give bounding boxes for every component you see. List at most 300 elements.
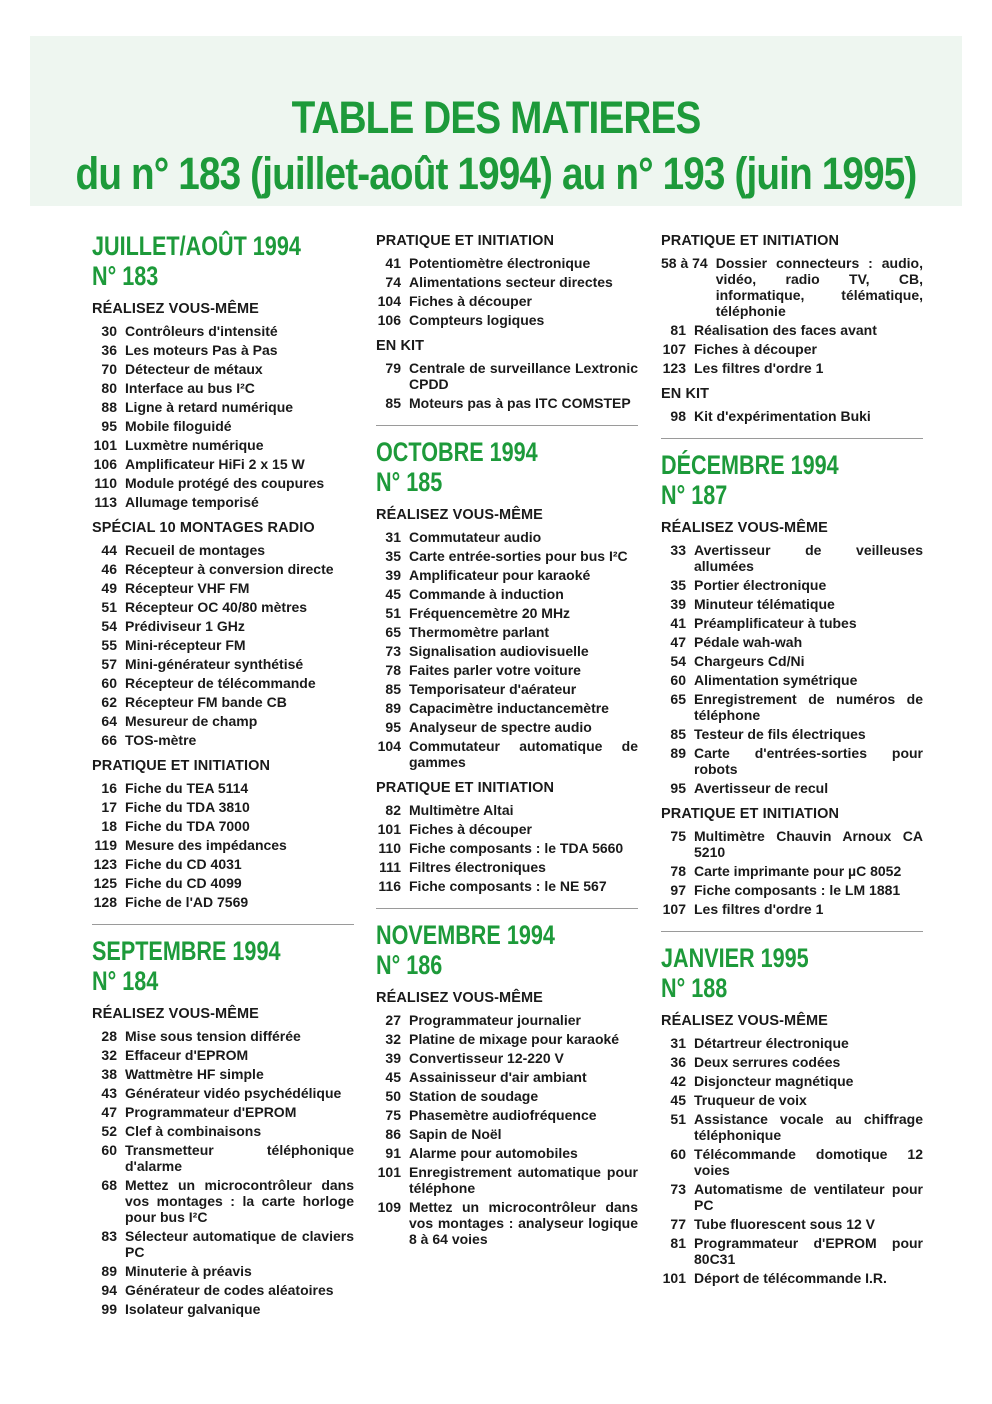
article-title: Testeur de fils électriques (694, 726, 866, 742)
article-entry (92, 599, 354, 615)
article-page: 50 (385, 1088, 401, 1104)
article-entry (92, 856, 354, 872)
article-page: 106 (377, 312, 401, 328)
article-entry (92, 1301, 354, 1317)
article-title: Amplificateur pour karaoké (409, 567, 591, 583)
article-entry (376, 293, 638, 309)
issue-block (92, 937, 354, 1317)
article-title: Effaceur d'EPROM (125, 1047, 249, 1063)
section-divider (661, 931, 923, 932)
article-page: 75 (385, 1107, 401, 1123)
section-title: PRATIQUE ET INITIATION (661, 806, 840, 822)
article-entry (92, 732, 354, 748)
section-divider (661, 438, 923, 439)
article-page: 95 (101, 418, 117, 434)
article-title: Disjoncteur magnétique (694, 1073, 854, 1089)
section-title: RÉALISEZ VOUS-MÊME (661, 520, 828, 536)
article-page: 104 (377, 738, 401, 754)
article-page: 32 (101, 1047, 117, 1063)
issue-block (92, 232, 354, 910)
article-page: 113 (94, 494, 117, 510)
article-entry (661, 672, 923, 688)
article-page: 54 (670, 653, 686, 669)
article-title: Générateur de codes aléatoires (125, 1282, 334, 1298)
article-entry (376, 395, 638, 411)
article-page: 79 (385, 360, 401, 376)
article-page: 18 (101, 818, 117, 834)
article-entry (376, 255, 638, 271)
article-page: 45 (385, 1069, 401, 1085)
article-entry (92, 780, 354, 796)
article-entry (661, 1181, 923, 1213)
article-page: 38 (101, 1066, 117, 1082)
issue-number: N° 187 (661, 480, 728, 510)
article-entry (376, 605, 638, 621)
article-list (376, 1012, 638, 1247)
issue-number: N° 185 (376, 467, 443, 497)
article-page: 32 (385, 1031, 401, 1047)
article-title: Fiches à découper (409, 293, 532, 309)
article-entry (92, 694, 354, 710)
article-entry (376, 821, 638, 837)
section-divider (92, 924, 354, 925)
article-entry (92, 399, 354, 415)
section-title: RÉALISEZ VOUS-MÊME (92, 1006, 259, 1022)
article-entry (92, 799, 354, 815)
section-title: EN KIT (661, 386, 710, 402)
article-list (376, 802, 638, 894)
article-entry (92, 1142, 354, 1174)
article-entry (92, 818, 354, 834)
article-entry (92, 1263, 354, 1279)
article-title: Télécommande domotique 12 voies (694, 1146, 923, 1178)
article-entry (661, 596, 923, 612)
article-title: Module protégé des coupures (125, 475, 325, 491)
issue-block (376, 921, 638, 1247)
article-title: Analyseur de spectre audio (409, 719, 592, 735)
article-entry (376, 719, 638, 735)
article-entry (376, 624, 638, 640)
column-2 (376, 232, 638, 1250)
article-page: 45 (385, 586, 401, 602)
article-title: Interface au bus I²C (125, 380, 255, 396)
article-page: 44 (101, 542, 117, 558)
article-page: 91 (385, 1145, 401, 1161)
article-title: Enregistrement de numéros de téléphone (694, 691, 923, 723)
section-title: PRATIQUE ET INITIATION (661, 233, 840, 249)
article-page: 51 (101, 599, 117, 615)
article-entry (376, 878, 638, 894)
article-entry (92, 380, 354, 396)
article-entry (661, 1111, 923, 1143)
article-page: 52 (101, 1123, 117, 1139)
article-list (661, 408, 923, 424)
article-entry (376, 567, 638, 583)
article-title: Détartreur électronique (694, 1035, 849, 1051)
section-title: RÉALISEZ VOUS-MÊME (376, 507, 543, 523)
article-title: Fiche de l'AD 7569 (125, 894, 249, 910)
article-page: 70 (101, 361, 117, 377)
article-entry (92, 1028, 354, 1044)
article-title: Mesure des impédances (125, 837, 287, 853)
article-title: Faites parler votre voiture (409, 662, 581, 678)
article-title: Alarme pour automobiles (409, 1145, 578, 1161)
issue-block (661, 944, 923, 1286)
article-entry (661, 408, 923, 424)
article-entry (92, 418, 354, 434)
article-page: 39 (670, 596, 686, 612)
section-title: PRATIQUE ET INITIATION (376, 233, 555, 249)
column-3 (661, 232, 923, 1289)
article-title: Clef à combinaisons (125, 1123, 262, 1139)
article-entry (661, 542, 923, 574)
issue-number: N° 184 (92, 966, 159, 996)
article-entry (92, 637, 354, 653)
article-page: 89 (670, 745, 686, 761)
article-entry (92, 894, 354, 910)
article-title: Compteurs logiques (409, 312, 545, 328)
section-title: EN KIT (376, 338, 425, 354)
article-page: 74 (385, 274, 401, 290)
article-title: Fiche du TDA 7000 (125, 818, 250, 834)
article-page: 39 (385, 567, 401, 583)
article-page: 99 (101, 1301, 117, 1317)
article-title: Portier électronique (694, 577, 827, 593)
article-entry (661, 634, 923, 650)
article-page: 89 (101, 1263, 117, 1279)
section-title: RÉALISEZ VOUS-MÊME (92, 301, 259, 317)
article-title: Mini-générateur synthétisé (125, 656, 304, 672)
article-entry (92, 1282, 354, 1298)
article-list (376, 529, 638, 770)
article-page: 77 (670, 1216, 686, 1232)
article-page: 116 (378, 878, 401, 894)
article-title: Carte entrée-sorties pour bus I²C (409, 548, 628, 564)
article-title: Isolateur galvanique (125, 1301, 261, 1317)
article-entry (376, 1069, 638, 1085)
article-list (661, 542, 923, 796)
article-entry (661, 780, 923, 796)
article-entry (376, 586, 638, 602)
article-page: 42 (670, 1073, 686, 1089)
article-title: Fiches à découper (694, 341, 817, 357)
article-title: Luxmètre numérique (125, 437, 264, 453)
article-page: 123 (93, 856, 117, 872)
article-title: Avertisseur de veilleuses allumées (694, 542, 923, 574)
article-entry (376, 1088, 638, 1104)
article-entry (376, 360, 638, 392)
issue-month: OCTOBRE 1994 (376, 437, 538, 467)
article-title: Programmateur d'EPROM pour 80C31 (694, 1235, 923, 1267)
article-page: 31 (385, 529, 401, 545)
article-title: Programmateur d'EPROM (125, 1104, 297, 1120)
article-entry (661, 1035, 923, 1051)
article-page: 101 (377, 821, 401, 837)
article-page: 30 (101, 323, 117, 339)
article-title: Générateur vidéo psychédélique (125, 1085, 342, 1101)
article-page: 58 à 74 (661, 255, 708, 271)
article-page: 68 (101, 1177, 117, 1193)
article-title: Mettez un microcontrôleur dans vos montages : la carte horloge pour bus I²C (125, 1177, 354, 1225)
article-title: Préamplificateur à tubes (694, 615, 857, 631)
issue-month: JUILLET/AOÛT 1994 (92, 231, 301, 261)
article-page: 101 (93, 437, 117, 453)
issue-month: JANVIER 1995 (661, 943, 809, 973)
article-entry (376, 548, 638, 564)
article-title: Réalisation des faces avant (694, 322, 877, 338)
article-page: 78 (385, 662, 401, 678)
article-page: 81 (670, 322, 686, 338)
article-title: Contrôleurs d'intensité (125, 323, 278, 339)
article-entry (92, 561, 354, 577)
article-entry (376, 859, 638, 875)
article-title: Commutateur audio (409, 529, 542, 545)
article-page: 33 (670, 542, 686, 558)
article-entry (376, 662, 638, 678)
article-title: Alimentations secteur directes (409, 274, 613, 290)
article-title: Signalisation audiovisuelle (409, 643, 589, 659)
article-page: 17 (101, 799, 117, 815)
article-title: Récepteur VHF FM (125, 580, 250, 596)
article-entry (661, 745, 923, 777)
article-page: 106 (93, 456, 117, 472)
article-entry (92, 1047, 354, 1063)
section-title: PRATIQUE ET INITIATION (92, 758, 271, 774)
article-entry (376, 529, 638, 545)
article-title: Fiche composants : le TDA 5660 (409, 840, 624, 856)
article-title: Automatisme de ventilateur pour PC (694, 1181, 923, 1213)
article-title: Fréquencemètre 20 MHz (409, 605, 571, 621)
article-page: 73 (385, 643, 401, 659)
article-page: 36 (670, 1054, 686, 1070)
article-entry (92, 837, 354, 853)
article-title: Centrale de surveillance Lextronic CPDD (409, 360, 638, 392)
article-title: Convertisseur 12-220 V (409, 1050, 564, 1066)
article-title: Sélecteur automatique de claviers PC (125, 1228, 354, 1260)
article-title: Commutateur automatique de gammes (409, 738, 638, 770)
article-entry (376, 681, 638, 697)
article-page: 49 (101, 580, 117, 596)
article-page: 31 (670, 1035, 686, 1051)
article-entry (661, 577, 923, 593)
article-title: Fiche composants : le NE 567 (409, 878, 607, 894)
article-page: 89 (385, 700, 401, 716)
article-title: Détecteur de métaux (125, 361, 263, 377)
article-entry (376, 1199, 638, 1247)
issue-block (661, 451, 923, 917)
article-page: 107 (662, 901, 686, 917)
page-subtitle: du n° 183 (juillet-août 1994) au n° 193 (juin 1995) (75, 148, 917, 199)
article-title: Programmateur journalier (409, 1012, 581, 1028)
article-entry (92, 361, 354, 377)
article-title: Mise sous tension différée (125, 1028, 301, 1044)
article-page: 111 (379, 859, 401, 875)
article-entry (376, 1126, 638, 1142)
article-page: 83 (101, 1228, 117, 1244)
article-page: 101 (377, 1164, 401, 1180)
article-entry (661, 653, 923, 669)
article-entry (92, 542, 354, 558)
article-entry (92, 1066, 354, 1082)
article-entry (661, 1092, 923, 1108)
article-entry (661, 901, 923, 917)
article-page: 107 (662, 341, 686, 357)
article-title: Platine de mixage pour karaoké (409, 1031, 620, 1047)
article-page: 119 (94, 837, 117, 853)
article-title: Filtres électroniques (409, 859, 546, 875)
article-title: Déport de télécommande I.R. (694, 1270, 887, 1286)
article-entry (376, 840, 638, 856)
issue-month: NOVEMBRE 1994 (376, 920, 555, 950)
article-entry (661, 863, 923, 879)
article-title: Transmetteur téléphonique d'alarme (125, 1142, 354, 1174)
article-entry (661, 255, 923, 319)
article-list (92, 780, 354, 910)
article-title: Mesureur de champ (125, 713, 258, 729)
article-title: Enregistrement automatique pour téléphone (409, 1164, 638, 1196)
article-entry (92, 456, 354, 472)
section-title: SPÉCIAL 10 MONTAGES RADIO (92, 520, 315, 536)
article-page: 47 (101, 1104, 117, 1120)
article-page: 94 (101, 1282, 117, 1298)
article-title: Prédiviseur 1 GHz (125, 618, 245, 634)
article-entry (661, 1073, 923, 1089)
article-page: 128 (93, 894, 117, 910)
article-title: Amplificateur HiFi 2 x 15 W (125, 456, 305, 472)
article-page: 51 (670, 1111, 686, 1127)
article-title: Les moteurs Pas à Pas (125, 342, 278, 358)
article-list (661, 255, 923, 376)
article-page: 62 (101, 694, 117, 710)
article-page: 109 (377, 1199, 401, 1215)
article-list (92, 542, 354, 748)
article-page: 47 (670, 634, 686, 650)
article-list (661, 1035, 923, 1286)
article-title: Kit d'expérimentation Buki (694, 408, 871, 424)
article-title: Assainisseur d'air ambiant (409, 1069, 587, 1085)
article-title: Les filtres d'ordre 1 (694, 360, 824, 376)
article-title: Récepteur FM bande CB (125, 694, 287, 710)
issue-month: SEPTEMBRE 1994 (92, 936, 281, 966)
article-title: Temporisateur d'aérateur (409, 681, 577, 697)
article-title: Phasemètre audiofréquence (409, 1107, 597, 1123)
article-entry (661, 341, 923, 357)
article-entry (661, 360, 923, 376)
article-title: Minuterie à préavis (125, 1263, 252, 1279)
article-entry (92, 1104, 354, 1120)
article-page: 35 (385, 548, 401, 564)
article-entry (661, 882, 923, 898)
article-page: 81 (670, 1235, 686, 1251)
article-page: 80 (101, 380, 117, 396)
column-1 (92, 232, 354, 1320)
article-title: Allumage temporisé (125, 494, 259, 510)
section-divider (376, 908, 638, 909)
article-page: 86 (385, 1126, 401, 1142)
article-list (92, 1028, 354, 1317)
section-title: RÉALISEZ VOUS-MÊME (661, 1013, 828, 1029)
article-entry (376, 1050, 638, 1066)
article-entry (376, 312, 638, 328)
article-entry (92, 713, 354, 729)
article-title: Tube fluorescent sous 12 V (694, 1216, 876, 1232)
issue-block (376, 438, 638, 894)
article-title: Wattmètre HF simple (125, 1066, 264, 1082)
article-title: Multimètre Altai (409, 802, 514, 818)
article-page: 51 (385, 605, 401, 621)
issue-month: DÉCEMBRE 1994 (661, 450, 839, 480)
article-entry (92, 1123, 354, 1139)
article-entry (661, 1216, 923, 1232)
article-list (376, 255, 638, 328)
article-page: 16 (101, 780, 117, 796)
article-title: Moteurs pas à pas ITC COMSTEP (409, 395, 631, 411)
article-title: Recueil de montages (125, 542, 266, 558)
article-title: TOS-mètre (125, 732, 197, 748)
article-entry (376, 1145, 638, 1161)
article-title: Fiche du TEA 5114 (125, 780, 249, 796)
page-title: TABLE DES MATIERES (291, 92, 701, 143)
article-entry (376, 1012, 638, 1028)
article-entry (92, 1228, 354, 1260)
article-page: 65 (385, 624, 401, 640)
article-title: Récepteur à conversion directe (125, 561, 334, 577)
article-entry (661, 726, 923, 742)
article-entry (661, 1270, 923, 1286)
article-page: 46 (101, 561, 117, 577)
article-title: Mini-récepteur FM (125, 637, 246, 653)
article-entry (92, 580, 354, 596)
article-entry (376, 1107, 638, 1123)
article-page: 97 (670, 882, 686, 898)
article-page: 55 (101, 637, 117, 653)
article-entry (92, 675, 354, 691)
article-entry (376, 643, 638, 659)
article-page: 60 (670, 1146, 686, 1162)
issue-number: N° 183 (92, 261, 159, 291)
article-title: Mettez un microcontrôleur dans vos montages : analyseur logique 8 à 64 voies (409, 1199, 638, 1247)
article-title: Mobile filoguidé (125, 418, 232, 434)
article-page: 45 (670, 1092, 686, 1108)
article-title: Potentiomètre électronique (409, 255, 591, 271)
article-title: Fiches à découper (409, 821, 532, 837)
article-entry (92, 1085, 354, 1101)
article-entry (92, 437, 354, 453)
article-title: Alimentation symétrique (694, 672, 858, 688)
article-entry (661, 322, 923, 338)
article-title: Récepteur de télécommande (125, 675, 316, 691)
article-title: Thermomètre parlant (409, 624, 550, 640)
article-page: 82 (385, 802, 401, 818)
article-entry (376, 738, 638, 770)
article-entry (376, 802, 638, 818)
article-page: 60 (670, 672, 686, 688)
article-title: Minuteur télématique (694, 596, 835, 612)
article-title: Récepteur OC 40/80 mètres (125, 599, 308, 615)
article-title: Station de soudage (409, 1088, 539, 1104)
article-page: 110 (94, 475, 117, 491)
article-page: 125 (93, 875, 117, 891)
article-entry (92, 656, 354, 672)
article-page: 75 (670, 828, 686, 844)
article-entry (661, 691, 923, 723)
article-page: 28 (101, 1028, 117, 1044)
article-page: 65 (670, 691, 686, 707)
article-entry (92, 1177, 354, 1225)
page-header (0, 92, 992, 204)
article-title: Carte imprimante pour µC 8052 (694, 863, 902, 879)
article-entry (92, 494, 354, 510)
